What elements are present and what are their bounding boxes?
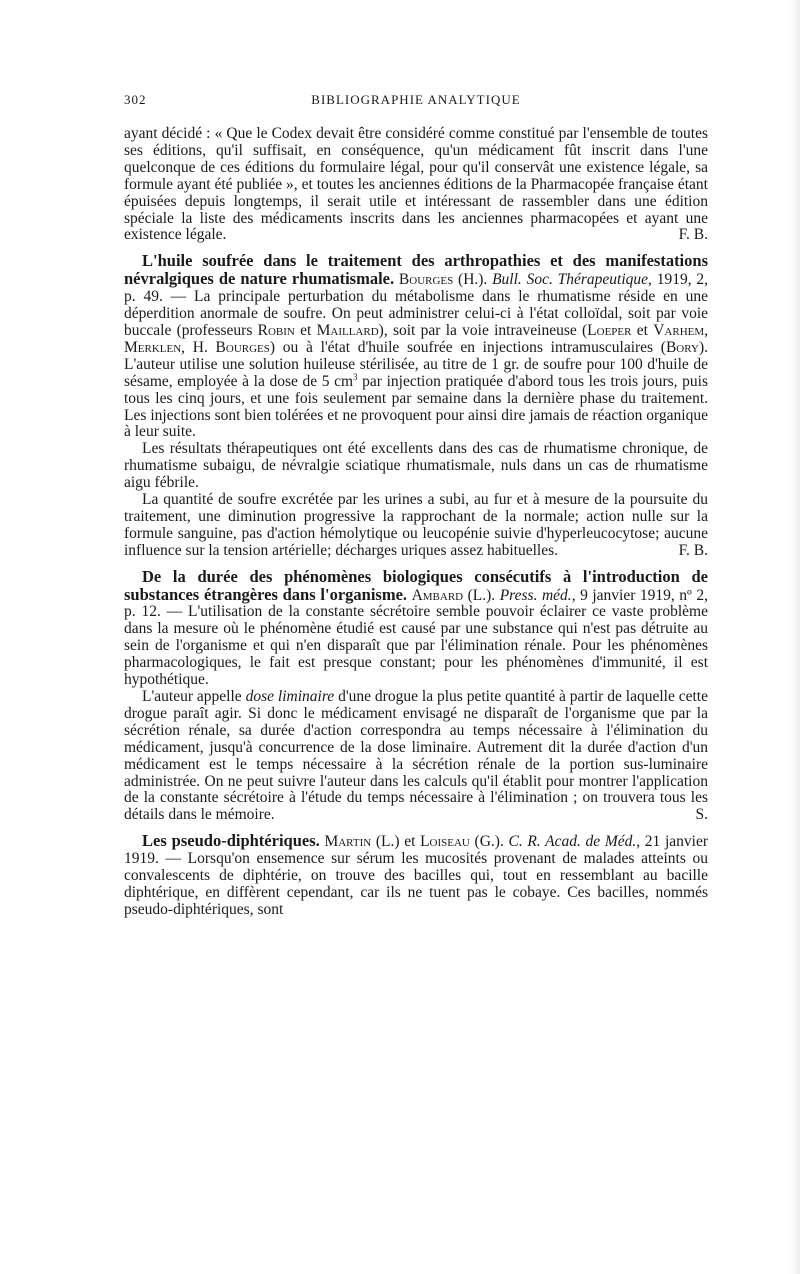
entry-3-author-2-initial: (G.). — [469, 833, 509, 851]
entry-1-conj-2: et — [631, 321, 654, 339]
entry-1-paragraph-3-text: La quantité de soufre excrétée par les urines a subi, au fur et à mesure de la poursuite du traitement, une diminution progressive la rapprochant de la normale; action nulle sur la formule sanguine, pas d'action hémolytique ou leucopénie suivie d'hyperleucocytose; aucune influence sur la tension artérielle; décharges uriques assez habituelles. — [124, 491, 708, 559]
scan-edge-shadow — [790, 0, 800, 1274]
entry-1-citation: , 1919, 2, p. 49. — La principale perturbation du métabolisme dans le rhumatisme réside en une déperdition anormale de soufre. On peut administrer celui-ci à l'état colloïdal, soit par voie buccale (professeurs — [124, 271, 708, 339]
entry-1-sep-1: , — [704, 321, 709, 339]
entry-2-citation: , 9 janvier 1919, nº 2, p. 12. — L'utilisation de la constante sécrétoire semble pouvoir éclairer ce vaste problème dans la mesure où le phénomène étudié est causé par une substance qui n'est pas détruite au sein de l'organisme et qui n'en disparaît que par l'élimination rénale. Pour les phénomènes pharmacologiques, le fait est presque constant; pour les phénomènes d'immunité, il est hypothétique. — [124, 586, 708, 689]
intro-text: ayant décidé : « Que le Codex devait être considéré comme constitué par l'ensemble de toutes ses éditions, qu'il suffisait, en conséquence, qu'un médicament fût inscrit dans l'une quelconque de ces éditions du formulaire légal, pour qu'il conservât une existence légale, sa formule ayant été publiée », et toutes les anciennes éditions de la Pharmacopée française étant épuisées depuis longtemps, il serait utile et intéressant de rassembler dans une édition spéciale la liste des médicaments inscrits dans les anciennes pharmacopées et ayant une existence légale. — [124, 125, 708, 244]
entry-1-text-1: ), soit par la voie intraveineuse ( — [378, 321, 588, 339]
entry-2-paragraph — [124, 566, 708, 689]
entry-1-name-maillard: Maillard — [316, 321, 379, 339]
intro-paragraph — [124, 126, 708, 244]
entry-1-name-loeper: Loeper — [587, 321, 632, 339]
entry-1-author: Bourges — [398, 271, 454, 289]
entry-2-paragraph-2 — [124, 689, 708, 824]
entry-3-author: Martin — [324, 833, 372, 851]
entry-3-author-initial: (L.) et — [371, 833, 421, 851]
entry-1-paragraph — [124, 253, 708, 441]
entry-1-superscript: 3 — [353, 371, 358, 382]
entry-2-paragraph-2-italic: dose liminaire — [245, 688, 335, 705]
entry-2-author-initial: (L.). — [463, 586, 500, 604]
entry-1-name-merklen: Merklen — [124, 338, 182, 356]
entry-1-text-2: ) ou à l'état d'huile soufrée en injections intramusculaires ( — [269, 338, 666, 356]
entry-1-author-initial: (H.). — [453, 271, 493, 289]
entry-3-author-2: Loiseau — [420, 833, 470, 851]
entry-1-text-4: par injection pratiquée d'abord tous les trois jours, puis tous les cinq jours, et une fois seulement par semaine dans la dernière phase du traitement. Les injections sont bien tolérées et ne provoquent pour ainsi dire jamais de réaction organique à leur suite. — [124, 372, 708, 441]
entry-1-name-robin: Robin — [257, 321, 295, 339]
entry-1-paragraph-3 — [124, 492, 708, 560]
running-title: BIBLIOGRAPHIE ANALYTIQUE — [311, 92, 521, 107]
entry-1-title: L'huile soufrée dans le traitement des arthropathies et des manifestations névralgiques de nature rhumatismale. — [124, 251, 708, 289]
entry-1-name-bory: Bory — [665, 338, 699, 356]
entry-1-name-bourges: Bourges — [215, 338, 270, 356]
entry-2-signature: S. — [695, 806, 708, 824]
page-number: 302 — [124, 92, 147, 107]
intro-signature: F. B. — [678, 226, 708, 244]
entry-1-signature: F. B. — [678, 541, 708, 559]
entry-2-paragraph-2-start: L'auteur appelle — [142, 688, 246, 705]
entry-1-sep-2: , H. — [181, 338, 216, 356]
page-header — [124, 92, 708, 112]
entry-2-journal: Press. méd. — [499, 586, 572, 604]
entry-2-author: Ambard — [411, 586, 464, 604]
entry-1-text-3: ). L'auteur utilise une solution huileuse stérilisée, au titre de 1 gr. de soufre pour 100 d'huile de sésame, employée à la dose de 5 cm — [124, 338, 708, 390]
entry-3-title: Les pseudo-diphtériques. — [142, 831, 320, 851]
entry-2-paragraph-2-rest: d'une drogue la plus petite quantité à partir de laquelle cette drogue paraît agir. Si donc le médicament envisagé ne disparaît de l'organisme que par la sécrétion rénale, sa durée d'action correspondra au temps nécessaire à l'élimination du médicament, jusqu'à concurrence de la dose liminaire. Autrement dit la durée d'action d'un médicament est le temps nécessaire à la sécrétion rénale de la portion sus-luminaire administrée. On ne peut suivre l'auteur dans les calculs qu'il établit pour montrer l'application de la constante sécrétoire à l'étude du temps nécessaire à l'élimination ; on trouvera tous les détails dans le mémoire. — [124, 688, 708, 824]
entry-1-journal: Bull. Soc. Thérapeutique — [492, 271, 649, 289]
entry-1-conj-1: et — [294, 321, 317, 339]
entry-1-name-varhem: Varhem — [653, 321, 705, 339]
entry-3-journal: C. R. Acad. de Méd. — [508, 833, 637, 851]
body-text — [124, 126, 708, 919]
entry-3-citation: , 21 janvier 1919. — Lorsqu'on ensemence sur sérum les mucosités provenant de malades atteints ou convalescents de diphtérie, on trouve des bacilles qui, tout en ressemblant au bacille diphtérique, en diffèrent cependant, car ils ne tuent pas le cobaye. Ces bacilles, nommés pseudo-diphtériques, sont — [124, 833, 709, 918]
entry-3-paragraph — [124, 833, 708, 919]
entry-2-title: De la durée des phénomènes biologiques consécutifs à l'introduction de substances étrangères dans l'organisme. — [124, 566, 708, 604]
entry-1-paragraph-2: Les résultats thérapeutiques ont été excellents dans des cas de rhumatisme chronique, de rhumatisme subaigu, de névralgie sciatique rhumatismale, nuls dans un cas de rhumatisme aigu fébrile. — [124, 440, 708, 492]
